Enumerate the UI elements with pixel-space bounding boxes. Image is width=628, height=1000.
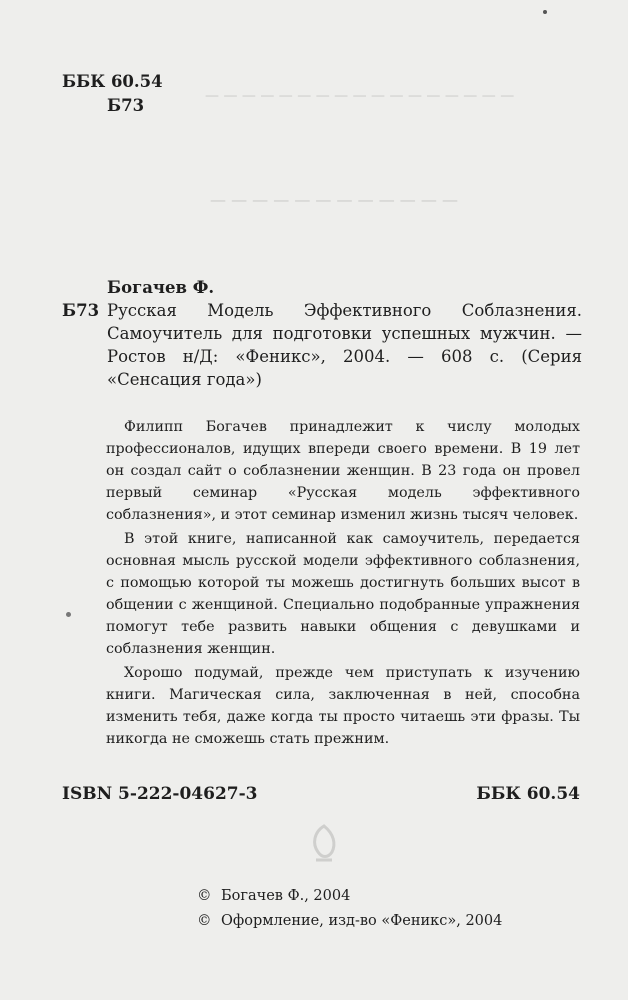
record-author-mark: Б73 — [62, 301, 100, 320]
record-author: Богачев Ф. — [107, 278, 215, 297]
author-mark: Б73 — [107, 96, 145, 115]
bleed-through-series-line: — — — — — — — — — — — — — — — — — — [205, 88, 515, 104]
scan-speck — [543, 10, 547, 14]
footer-bbk-code: ББК 60.54 — [476, 784, 580, 804]
annotation-paragraph: В этой книге, написанной как самоучитель, передается основная мысль русской модели эффективного соблазнения, с помощью которой ты можешь достигнуть больших высот в общении с женщиной. Специально подобранные упражнения помогут тебе развить навыки общения с девушками и соблазнения женщин. — [106, 531, 580, 657]
record-body — [62, 299, 582, 391]
bleed-through-emblem-icon — [306, 822, 342, 864]
copyright-text: Богачев Ф., 2004 — [221, 888, 351, 904]
bbk-code: ББК 60.54 — [62, 72, 163, 91]
copyright-block — [197, 884, 502, 934]
annotation-paragraph: Филипп Богачев принадлежит к числу молодых профессионалов, идущих впереди своего времени. В 19 лет он создал сайт о соблазнении женщин. В 23 года он провел первый семинар «Русская модель эффективного соблазнения», и этот семинар изменил жизнь тысяч человек. — [106, 419, 580, 523]
isbn-row — [62, 782, 580, 806]
scan-speck — [66, 612, 71, 617]
copyright-text: Оформление, изд-во «Феникс», 2004 — [221, 913, 503, 929]
copyright-line — [197, 909, 502, 934]
annotation-paragraph: Хорошо подумай, прежде чем приступать к изучению книги. Магическая сила, заключенная в ней, способна изменить тебя, даже когда ты просто читаешь эти фразы. Ты никогда не сможешь стать прежним. — [106, 665, 580, 747]
bleed-through-author-line: — — — — — — — — — — — — — [210, 190, 458, 209]
copyright-symbol: © — [197, 913, 212, 929]
bbk-header — [62, 70, 163, 118]
record-description: Русская Модель Эффективного Соблазнения. Самоучитель для подготовки успешных мужчин. — Ростов н/Д: «Феникс», 2004. — 608 с. (Серия «Сенсация года») — [107, 301, 582, 389]
bibliographic-record — [62, 276, 582, 391]
isbn: ISBN 5-222-04627-3 — [62, 784, 258, 804]
copyright-line — [197, 884, 502, 909]
copyright-symbol: © — [197, 888, 212, 904]
annotation — [106, 416, 580, 752]
